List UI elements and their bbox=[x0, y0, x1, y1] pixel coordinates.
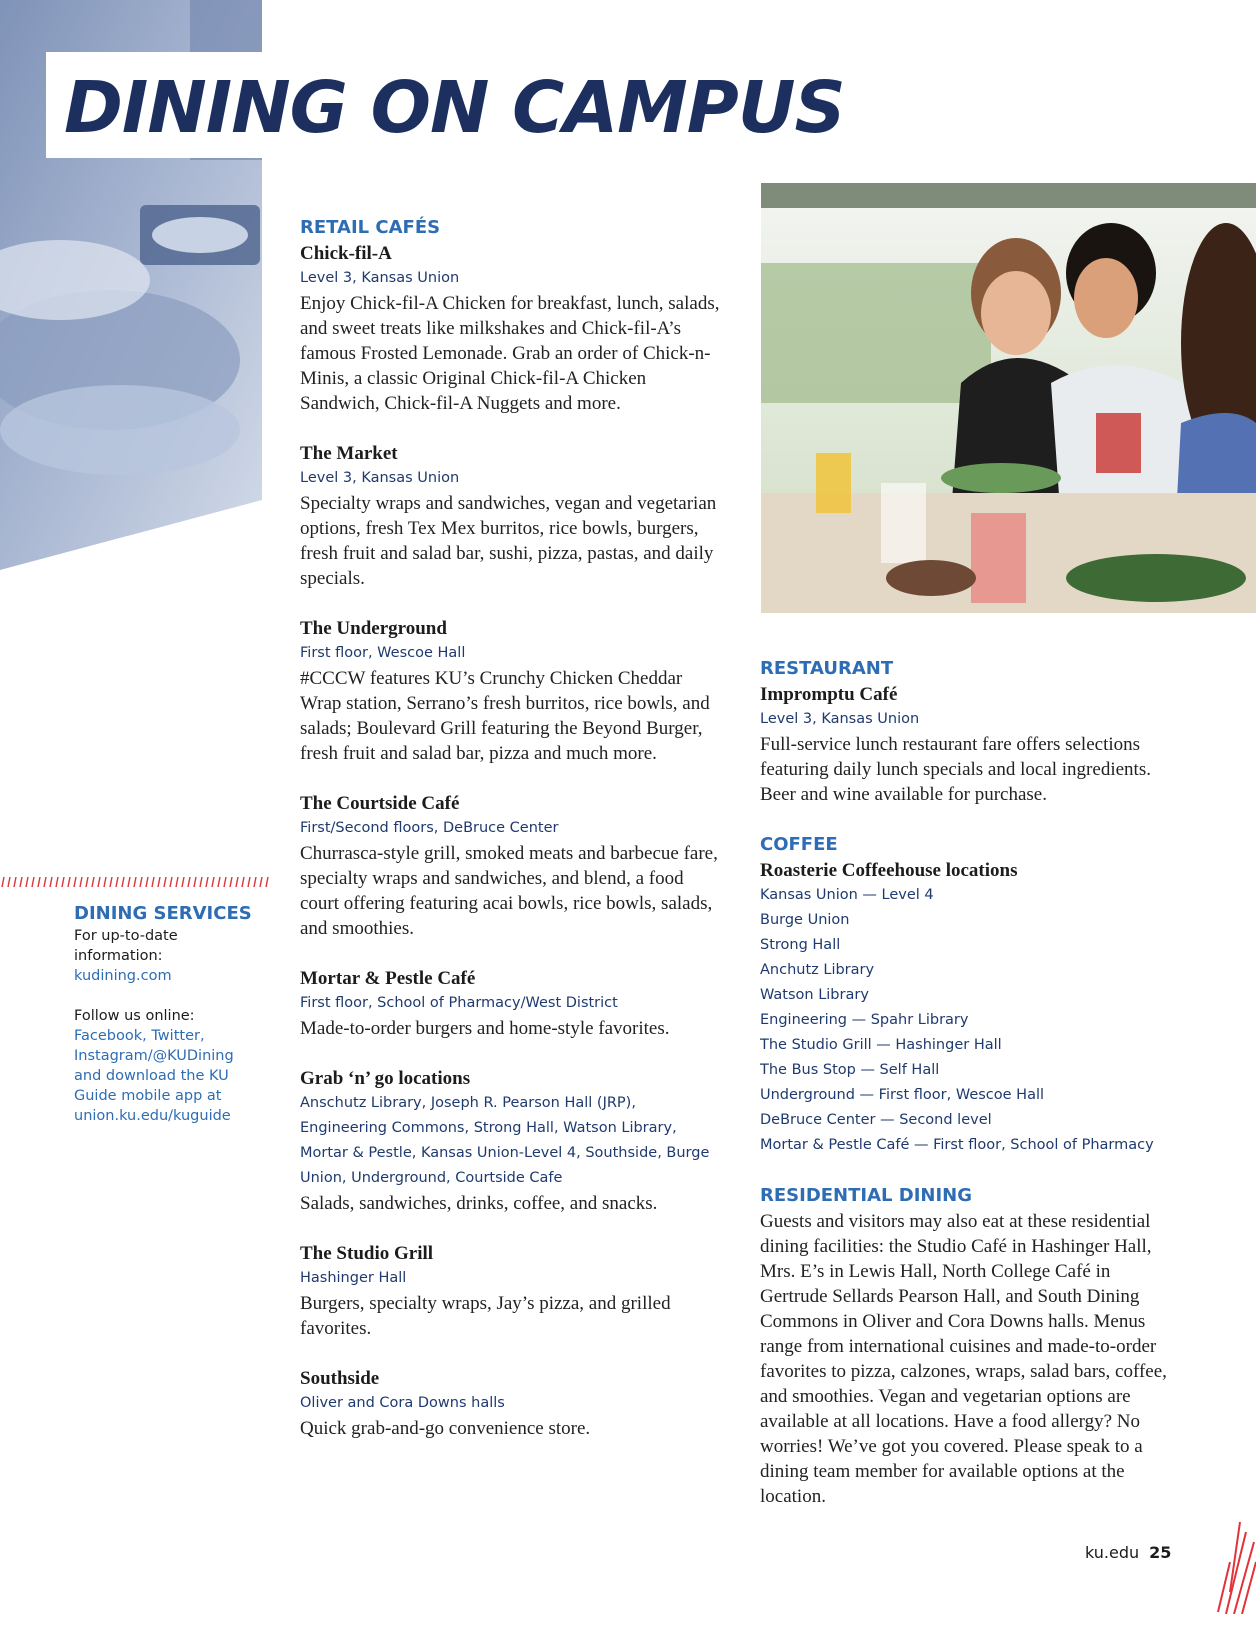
page-title: DINING ON CAMPUS bbox=[64, 66, 845, 149]
coffee-location: The Studio Grill — Hashinger Hall bbox=[760, 1037, 1002, 1053]
coffee-heading: COFFEE bbox=[760, 834, 838, 855]
cafe-item-courtside-cafe bbox=[300, 791, 720, 941]
hatch-stroke bbox=[260, 877, 262, 887]
residential-description: Guests and visitors may also eat at these residential dining facilities: the Studio Café in Hashinger Hall, Mrs. E’s in Lewis Hall, North College Café in Gertrude Sellards Pearson Hall, and South Dining Commons in Oliver and Cora Downs halls. Menus range from international cuisines and made-to-order favorites to pizza, calzones, wraps, salad bars, coffee, and smoothies. Vegan and vegetarian options are available at all locations. Have a food allergy? No worries! We’ve got you covered. Please speak to a dining team member for available options at the location. bbox=[760, 1211, 1167, 1507]
cafe-name: Grab ‘n’ go locations bbox=[300, 1068, 471, 1089]
hatch-stroke bbox=[236, 877, 238, 887]
hatch-stroke bbox=[116, 877, 118, 887]
restaurant-location: Level 3, Kansas Union bbox=[760, 711, 920, 727]
hatch-stroke bbox=[68, 877, 70, 887]
follow-text: Follow us online: bbox=[74, 1008, 195, 1024]
hatch-stroke bbox=[224, 877, 226, 887]
hatch-stroke bbox=[158, 877, 160, 887]
page-footer bbox=[1085, 1543, 1171, 1562]
hatch-stroke bbox=[140, 877, 142, 887]
cafe-name: The Market bbox=[300, 443, 398, 464]
coffee-name: Roasterie Coffeehouse locations bbox=[760, 860, 1018, 881]
cafe-location: First floor, School of Pharmacy/West District bbox=[300, 995, 618, 1011]
cafe-name: The Studio Grill bbox=[300, 1243, 434, 1264]
coffee-location: Anchutz Library bbox=[760, 962, 875, 978]
cafe-item-the-underground bbox=[300, 616, 720, 766]
hatch-stroke bbox=[50, 877, 52, 887]
cafe-description: Made-to-order burgers and home-style favorites. bbox=[300, 1018, 670, 1039]
cafe-item-chick-fil-a bbox=[300, 241, 720, 416]
coffee-location: Underground — First floor, Wescoe Hall bbox=[760, 1087, 1045, 1103]
coffee-locations-list bbox=[760, 883, 1170, 1158]
decorative-stripes bbox=[1216, 1522, 1256, 1614]
coffee-location: Burge Union bbox=[760, 912, 850, 928]
cafe-location: First/Second floors, DeBruce Center bbox=[300, 820, 559, 836]
cafe-location: Level 3, Kansas Union bbox=[300, 270, 460, 286]
hatch-stroke bbox=[218, 877, 220, 887]
cafe-item-mortar-pestle bbox=[300, 966, 720, 1041]
hatch-stroke bbox=[182, 877, 184, 887]
hatch-stroke bbox=[146, 877, 148, 887]
cafe-name: The Underground bbox=[300, 618, 447, 639]
retail-cafes-heading: RETAIL CAFÉS bbox=[300, 217, 441, 238]
hatch-stroke bbox=[14, 877, 16, 887]
hatch-stroke bbox=[170, 877, 172, 887]
hatch-stroke bbox=[44, 877, 46, 887]
cafe-item-grab-n-go bbox=[300, 1066, 720, 1216]
hatch-stroke bbox=[212, 877, 214, 887]
coffee-location: The Bus Stop — Self Hall bbox=[760, 1062, 940, 1078]
hatch-stroke bbox=[164, 877, 166, 887]
hatch-stroke bbox=[266, 877, 268, 887]
footer-site[interactable]: ku.edu bbox=[1085, 1543, 1140, 1562]
coffee-location: Mortar & Pestle Café — First floor, School of Pharmacy bbox=[760, 1137, 1154, 1153]
hatch-stroke bbox=[26, 877, 28, 887]
restaurant-item bbox=[760, 682, 1170, 807]
hatch-stroke bbox=[188, 877, 190, 887]
cafe-location: Anschutz Library, Joseph R. Pearson Hall (JRP), Engineering Commons, Strong Hall, Watson Library, Mortar & Pestle, Kansas Union-Level 4, Southside, Burge Union, Underground, Courtside Cafe bbox=[300, 1095, 710, 1186]
coffee-location: Engineering — Spahr Library bbox=[760, 1012, 969, 1028]
hatch-stroke bbox=[122, 877, 124, 887]
hatch-stroke bbox=[74, 877, 76, 887]
hatch-stroke bbox=[38, 877, 40, 887]
hatch-stroke bbox=[62, 877, 64, 887]
cafe-description: Enjoy Chick-fil-A Chicken for breakfast, lunch, salads, and sweet treats like milkshakes and Chick-fil-A’s famous Frosted Lemonade. Grab an order of Chick-n-Minis, a classic Original Chick-fil-A Chicken Sandwich, Chick-fil-A Nuggets and more. bbox=[300, 293, 720, 414]
cafe-description: #CCCW features KU’s Crunchy Chicken Cheddar Wrap station, Serrano’s fresh burritos, rice bowls, and salads; Boulevard Grill featuring the Beyond Burger, fresh fruit and salad bar, pizza and much more. bbox=[300, 668, 710, 764]
coffee-location: DeBruce Center — Second level bbox=[760, 1112, 992, 1128]
cafe-location: First floor, Wescoe Hall bbox=[300, 645, 466, 661]
cafe-description: Quick grab-and-go convenience store. bbox=[300, 1418, 591, 1439]
hatch-stroke bbox=[92, 877, 94, 887]
social-links[interactable]: Facebook, Twitter, Instagram/@KUDining and download the KU Guide mobile app at union.ku.edu/kuguide bbox=[74, 1028, 234, 1124]
hatch-stroke bbox=[194, 877, 196, 887]
hatch-stroke bbox=[134, 877, 136, 887]
cafe-item-the-market bbox=[300, 441, 720, 591]
hatch-stroke bbox=[86, 877, 88, 887]
hatch-stroke bbox=[32, 877, 34, 887]
cafe-name: The Courtside Café bbox=[300, 793, 460, 814]
cafe-name: Southside bbox=[300, 1368, 380, 1389]
coffee-item bbox=[760, 858, 1170, 1158]
cafe-location: Oliver and Cora Downs halls bbox=[300, 1395, 505, 1411]
cafe-description: Specialty wraps and sandwiches, vegan and vegetarian options, fresh Tex Mex burritos, rice bowls, burgers, fresh fruit and salad bar, sushi, pizza, pastas, and daily specials. bbox=[300, 493, 717, 589]
website-link[interactable]: kudining.com bbox=[74, 968, 172, 984]
hatch-divider bbox=[0, 876, 275, 888]
hatch-stroke bbox=[20, 877, 22, 887]
dining-services-heading: DINING SERVICES bbox=[74, 903, 252, 924]
cafe-description: Burgers, specialty wraps, Jay’s pizza, and grilled favorites. bbox=[300, 1293, 671, 1339]
dining-services-sidebar bbox=[74, 902, 254, 1126]
hatch-stroke bbox=[80, 877, 82, 887]
coffee-location: Strong Hall bbox=[760, 937, 841, 953]
cafe-description: Salads, sandwiches, drinks, coffee, and snacks. bbox=[300, 1193, 658, 1214]
hatch-stroke bbox=[152, 877, 154, 887]
cafe-name: Mortar & Pestle Café bbox=[300, 968, 476, 989]
hatch-stroke bbox=[254, 877, 256, 887]
hatch-stroke bbox=[230, 877, 232, 887]
right-column bbox=[760, 656, 1170, 1509]
hatch-stroke bbox=[200, 877, 202, 887]
hatch-stroke bbox=[206, 877, 208, 887]
coffee-location: Kansas Union — Level 4 bbox=[760, 887, 934, 903]
hatch-stroke bbox=[176, 877, 178, 887]
cafe-location: Hashinger Hall bbox=[300, 1270, 407, 1286]
hatch-stroke bbox=[110, 877, 112, 887]
hatch-stroke bbox=[98, 877, 100, 887]
hatch-stroke bbox=[2, 877, 4, 887]
page-number: 25 bbox=[1149, 1543, 1172, 1562]
restaurant-name: Impromptu Café bbox=[760, 684, 898, 705]
hatch-stroke bbox=[8, 877, 10, 887]
restaurant-description: Full-service lunch restaurant fare offers selections featuring daily lunch specials and local ingredients. Beer and wine available for purchase. bbox=[760, 734, 1151, 805]
residential-heading: RESIDENTIAL DINING bbox=[760, 1185, 973, 1206]
retail-cafes-section bbox=[300, 215, 720, 1466]
hatch-stroke bbox=[248, 877, 250, 887]
coffee-location: Watson Library bbox=[760, 987, 869, 1003]
restaurant-heading: RESTAURANT bbox=[760, 658, 894, 679]
cafe-name: Chick-fil-A bbox=[300, 243, 392, 264]
cafe-item-southside bbox=[300, 1366, 720, 1441]
info-text: For up-to-date information: bbox=[74, 928, 178, 964]
hatch-stroke bbox=[128, 877, 130, 887]
hatch-stroke bbox=[104, 877, 106, 887]
hatch-stroke bbox=[56, 877, 58, 887]
cafe-location: Level 3, Kansas Union bbox=[300, 470, 460, 486]
students-eating-photo bbox=[761, 183, 1256, 613]
hatch-stroke bbox=[242, 877, 244, 887]
cafe-item-studio-grill bbox=[300, 1241, 720, 1341]
cafe-description: Churrasca-style grill, smoked meats and barbecue fare, specialty wraps and sandwiches, and blend, a food court offering featuring acai bowls, rice bowls, salads, and smoothies. bbox=[300, 843, 718, 939]
